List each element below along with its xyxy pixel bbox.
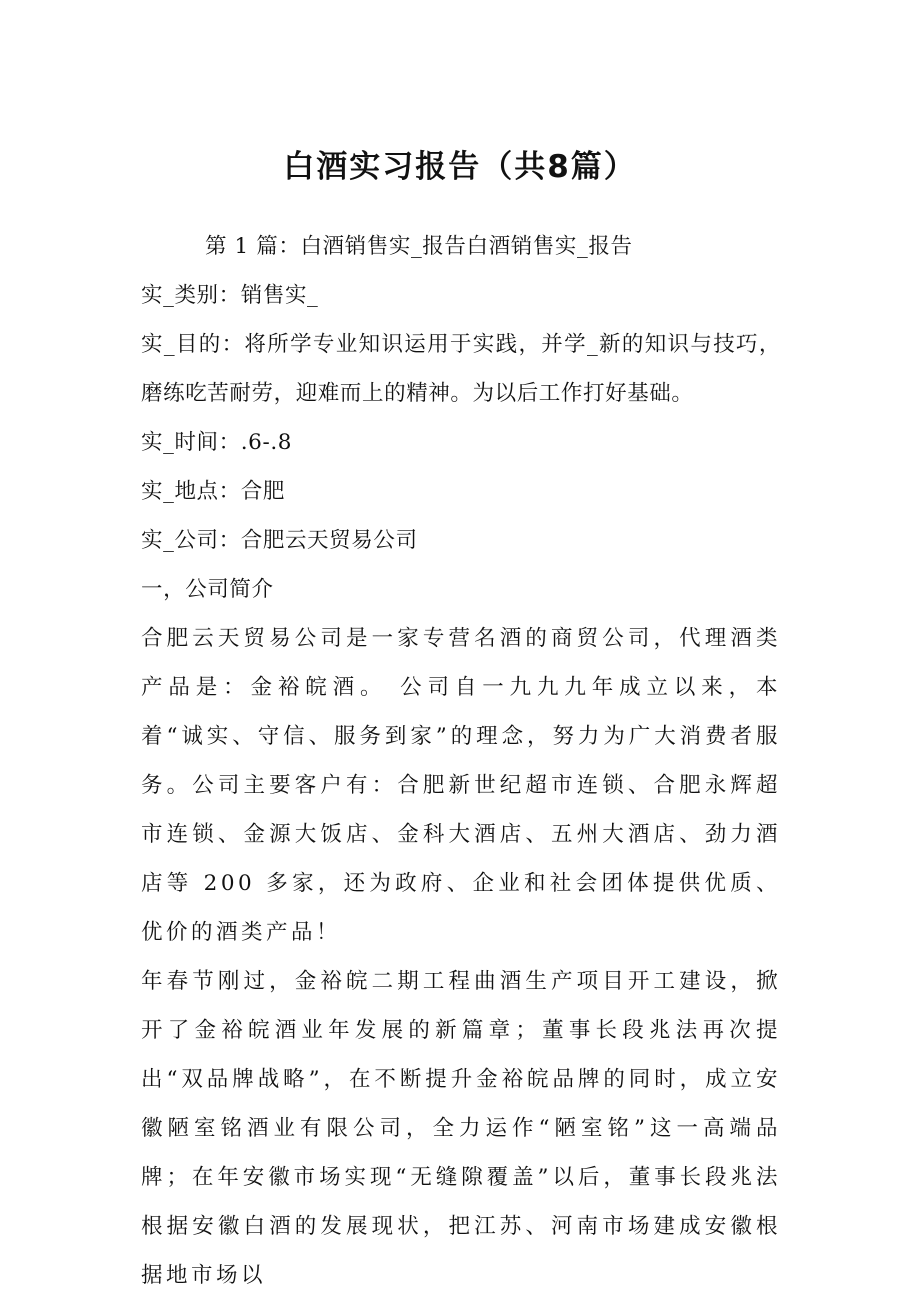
paragraph-development: 年春节刚过，金裕皖二期工程曲酒生产项目开工建设，掀开了金裕皖酒业年发展的新篇章；董事长段兆法再次提出“双品牌战略”，在不断提升金裕皖品牌的同时，成立安徽陋室铭酒业有限公司，全力运作“陋室铭”这一高端品牌；在年安徽市场实现“无缝隙覆盖”以后，董事长段兆法根据安徽白酒的发展现状，把江苏、河南市场建成安徽根据地市场以 bbox=[141, 969, 781, 1288]
section-heading: 一，公司简介 bbox=[141, 577, 274, 602]
paragraph-time: 实_时间：.6-.8 bbox=[141, 430, 293, 455]
paragraph-purpose: 实_目的：将所学专业知识运用于实践，并学_新的知识与技巧，磨练吃苦耐劳，迎难而上的精神。为以后工作打好基础。 bbox=[141, 332, 781, 406]
chapter-heading: 第 1 篇：白酒销售实_报告白酒销售实_报告 bbox=[205, 234, 633, 259]
document-body bbox=[141, 222, 781, 1300]
paragraph-location: 实_地点：合肥 bbox=[141, 479, 285, 504]
document-title: 白酒实习报告（共8篇） bbox=[283, 149, 637, 185]
paragraph-company: 实_公司：合肥云天贸易公司 bbox=[141, 528, 418, 553]
paragraph-company-intro: 合肥云天贸易公司是一家专营名酒的商贸公司，代理酒类产品是：金裕皖酒。 公司自一九九九年成立以来，本着“诚实、守信、服务到家”的理念，努力为广大消费者服务。公司主要客户有：合肥新世纪超市连锁、合肥永辉超市连锁、金源大饭店、金科大酒店、五州大酒店、劲力酒店等 200 多家，还为政府、企业和社会团体提供优质、优价的酒类产品！ bbox=[141, 626, 781, 945]
paragraph-category: 实_类别：销售实_ bbox=[141, 283, 319, 308]
